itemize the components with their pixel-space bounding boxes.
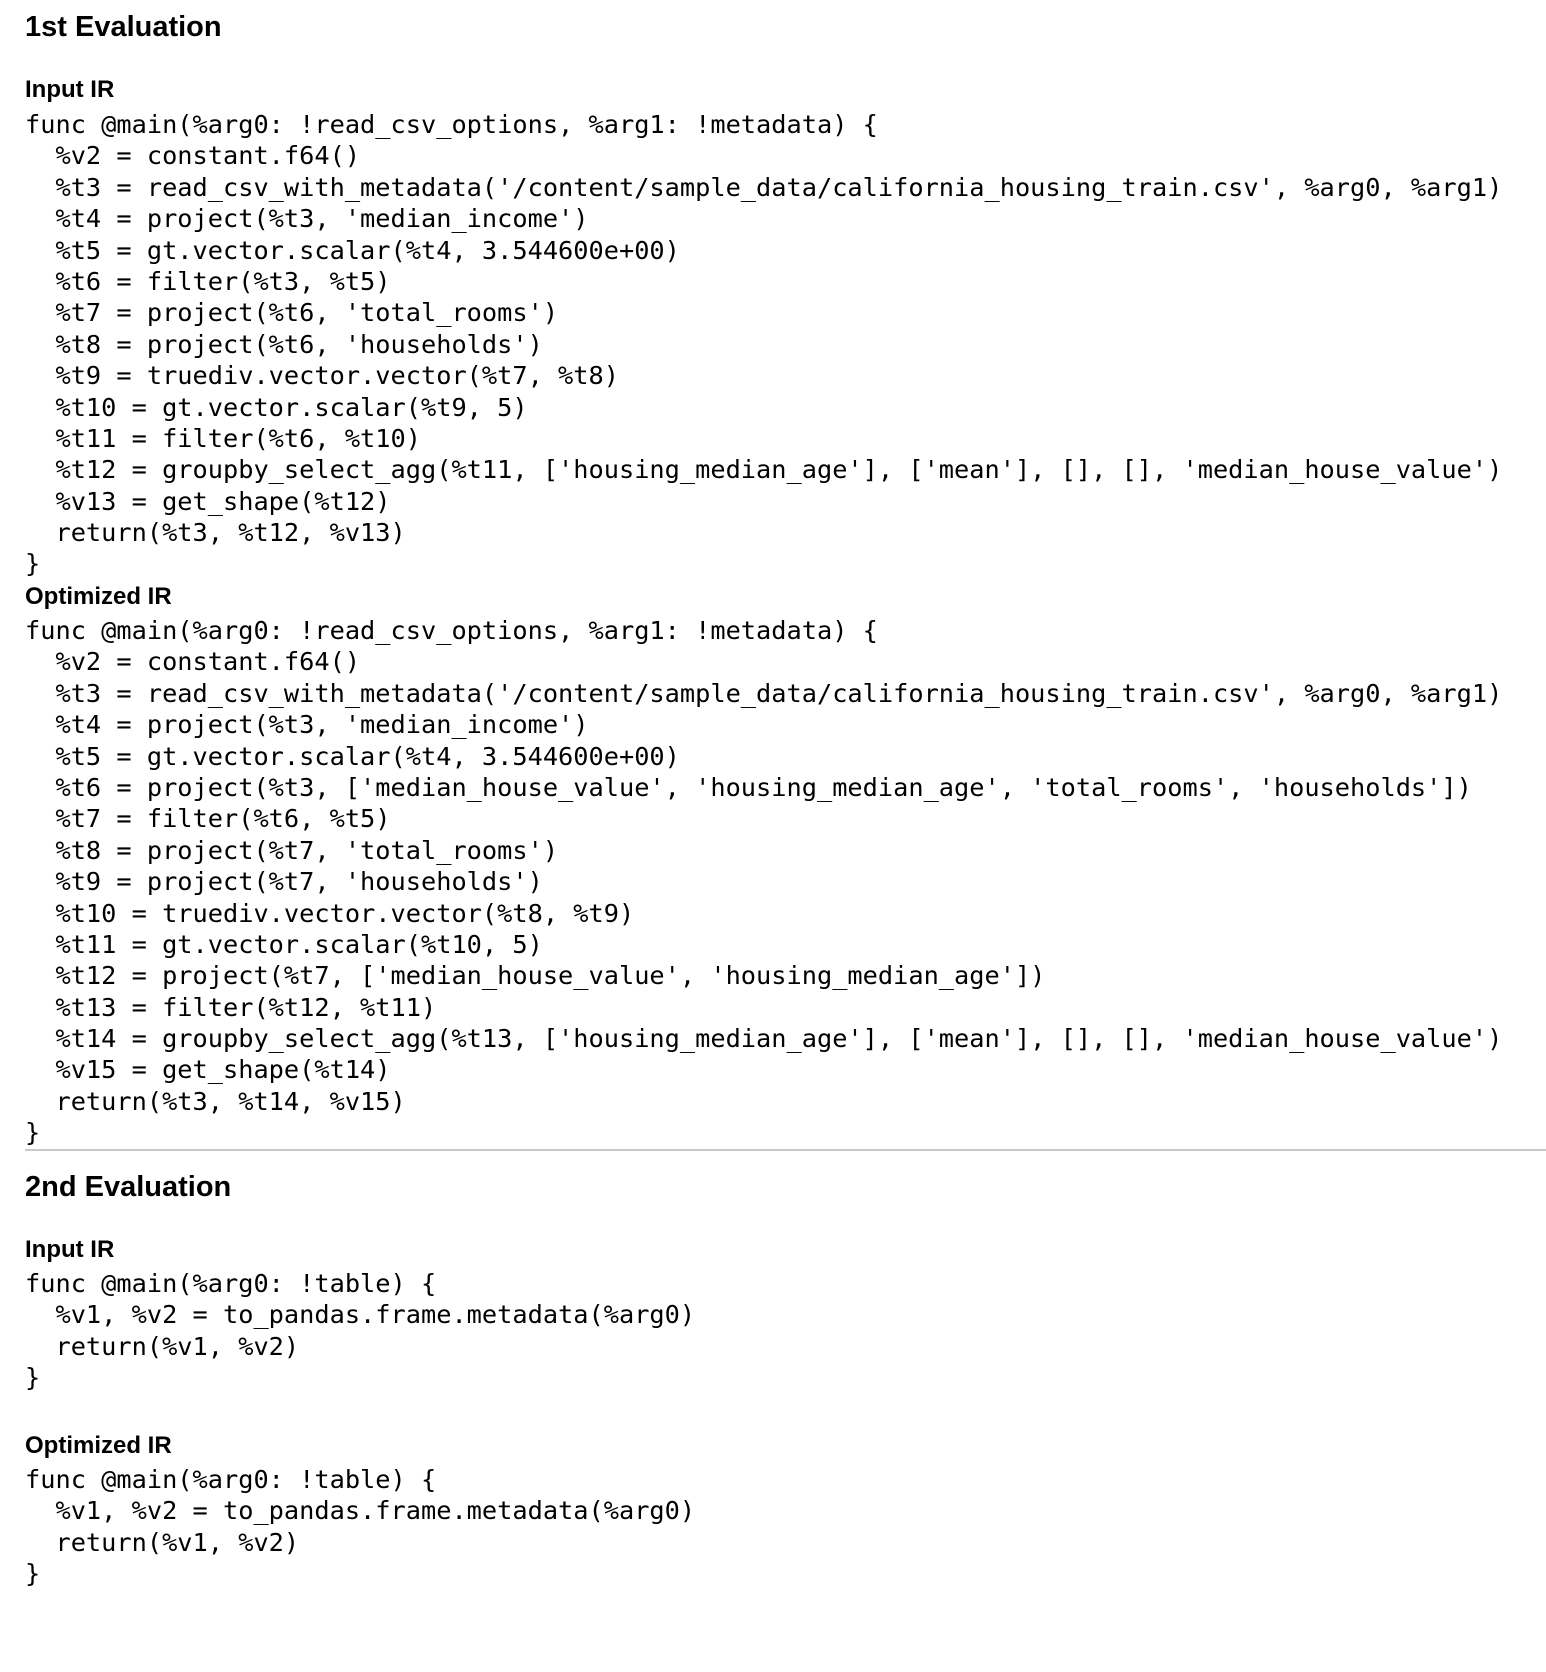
- code-line: %t12 = project(%t7, ['median_house_value', 'housing_median_age']): [25, 961, 1046, 991]
- evaluation-2-optimized-ir-code: [25, 1464, 695, 1590]
- code-line: %t5 = gt.vector.scalar(%t4, 3.544600e+00): [25, 235, 680, 265]
- code-line: %t9 = project(%t7, 'households'): [25, 867, 543, 897]
- code-line: return(%v1, %v2): [25, 1331, 300, 1361]
- code-line: %t3 = read_csv_with_metadata('/content/sample_data/california_housing_train.csv', %arg0, %arg1): [25, 172, 1503, 202]
- code-line: }: [25, 549, 41, 579]
- code-line: func @main(%arg0: !read_csv_options, %arg1: !metadata) {: [25, 616, 878, 645]
- code-line: func @main(%arg0: !table) {: [25, 1269, 437, 1298]
- code-line: }: [25, 1363, 41, 1393]
- code-line: %v1, %v2 = to_pandas.frame.metadata(%arg0): [25, 1496, 696, 1526]
- code-line: func @main(%arg0: !read_csv_options, %arg1: !metadata) {: [25, 110, 878, 139]
- code-line: %t10 = gt.vector.scalar(%t9, 5): [25, 392, 528, 422]
- code-line: %t12 = groupby_select_agg(%t11, ['housing_median_age'], ['mean'], [], [], 'median_house_value'): [25, 455, 1503, 485]
- code-line: %v15 = get_shape(%t14): [25, 1055, 391, 1085]
- code-line: %t5 = gt.vector.scalar(%t4, 3.544600e+00): [25, 741, 680, 771]
- code-line: %t8 = project(%t6, 'households'): [25, 329, 543, 359]
- section-divider: [25, 1149, 1546, 1151]
- evaluation-1-optimized-ir-code: [25, 615, 1502, 1149]
- evaluation-2-optimized-ir-label: Optimized IR: [25, 1432, 172, 1459]
- code-line: %t6 = project(%t3, ['median_house_value', 'housing_median_age', 'total_rooms', 'households']): [25, 772, 1472, 802]
- code-line: }: [25, 1118, 41, 1148]
- evaluation-1-input-ir-label: Input IR: [25, 76, 115, 103]
- code-line: %t8 = project(%t7, 'total_rooms'): [25, 835, 559, 865]
- code-line: %t14 = groupby_select_agg(%t13, ['housing_median_age'], ['mean'], [], [], 'median_house_value'): [25, 1024, 1503, 1054]
- evaluation-1-title: 1st Evaluation: [25, 11, 222, 43]
- code-line: %v1, %v2 = to_pandas.frame.metadata(%arg0): [25, 1300, 696, 1330]
- code-line: %t10 = truediv.vector.vector(%t8, %t9): [25, 898, 635, 928]
- code-line: %v13 = get_shape(%t12): [25, 486, 391, 516]
- code-line: %t13 = filter(%t12, %t11): [25, 992, 437, 1022]
- code-line: %t11 = filter(%t6, %t10): [25, 423, 421, 453]
- code-line: %t11 = gt.vector.scalar(%t10, 5): [25, 929, 543, 959]
- code-line: %v2 = constant.f64(): [25, 141, 361, 171]
- evaluation-2-input-ir-label: Input IR: [25, 1236, 115, 1263]
- code-line: %t6 = filter(%t3, %t5): [25, 266, 391, 296]
- code-line: %t7 = filter(%t6, %t5): [25, 804, 391, 834]
- code-line: return(%v1, %v2): [25, 1527, 300, 1557]
- code-line: return(%t3, %t14, %v15): [25, 1086, 406, 1116]
- evaluation-1-input-ir-code: [25, 109, 1502, 580]
- code-line: %t4 = project(%t3, 'median_income'): [25, 204, 589, 234]
- evaluation-1-optimized-ir-label: Optimized IR: [25, 583, 172, 610]
- code-line: %t9 = truediv.vector.vector(%t7, %t8): [25, 361, 619, 391]
- code-line: }: [25, 1559, 41, 1589]
- code-line: return(%t3, %t12, %v13): [25, 518, 406, 548]
- evaluation-2-title: 2nd Evaluation: [25, 1171, 232, 1203]
- code-line: %v2 = constant.f64(): [25, 647, 361, 677]
- evaluation-2-input-ir-code: [25, 1268, 695, 1394]
- code-line: func @main(%arg0: !table) {: [25, 1465, 437, 1494]
- code-line: %t4 = project(%t3, 'median_income'): [25, 710, 589, 740]
- code-line: %t7 = project(%t6, 'total_rooms'): [25, 298, 559, 328]
- code-line: %t3 = read_csv_with_metadata('/content/sample_data/california_housing_train.csv', %arg0, %arg1): [25, 678, 1503, 708]
